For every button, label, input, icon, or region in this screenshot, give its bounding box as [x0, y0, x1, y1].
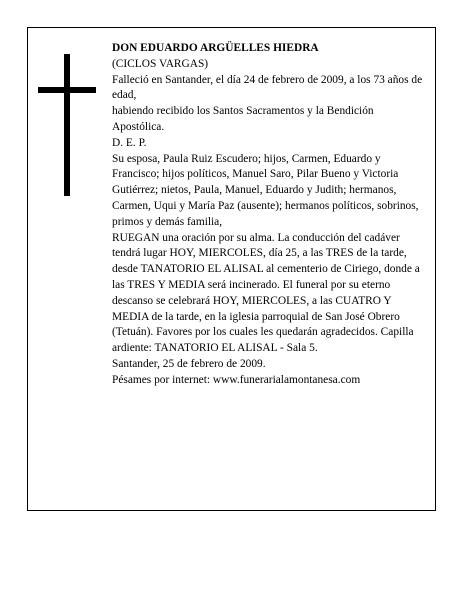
obituary-notice	[27, 27, 436, 511]
cross-icon	[38, 54, 96, 196]
condolences-line: Pésames por internet: www.funerarialamontanesa.com	[112, 373, 361, 386]
obituary-text	[112, 41, 424, 389]
dep-line: D. E. P.	[112, 136, 147, 149]
funeral-request: RUEGAN una oración por su alma. La conducción del cadáver tendrá lugar HOY, MIERCOLES, día 25, a las TRES de la tarde, desde TANATORIO EL ALISAL al cementerio de Ciriego, donde a las TRES Y MEDIA será incinerado. El funeral por su eterno descanso se celebrará HOY, MIERCOLES, a las CUATRO Y MEDIA de la tarde, en la iglesia parroquial de San José Obrero (Tetuán). Favores por los cuales les quedarán agradecidos. Capilla ardiente: TANATORIO EL ALISAL - Sala 5.	[112, 231, 420, 355]
cross-horizontal-bar	[38, 87, 96, 93]
place-date: Santander, 25 de febrero de 2009.	[112, 357, 266, 370]
death-statement: Falleció en Santander, el día 24 de febrero de 2009, a los 73 años de edad,	[112, 73, 423, 102]
deceased-alias: (CICLOS VARGAS)	[112, 57, 209, 70]
sacraments-statement: habiendo recibido los Santos Sacramentos y la Bendición Apostólica.	[112, 105, 374, 133]
deceased-name: DON EDUARDO ARGÜELLES HIEDRA	[112, 42, 319, 54]
family-list: Su esposa, Paula Ruiz Escudero; hijos, Carmen, Eduardo y Francisco; hijos políticos, Manuel Saro, Pilar Bueno y Victoria Gutiérrez; nietos, Paula, Manuel, Eduardo y Judith; hermanos, Carmen, Uqui y María Paz (ausente); hermanos políticos, sobrinos, primos y demás familia,	[112, 152, 419, 228]
cross-vertical-bar	[64, 54, 70, 196]
